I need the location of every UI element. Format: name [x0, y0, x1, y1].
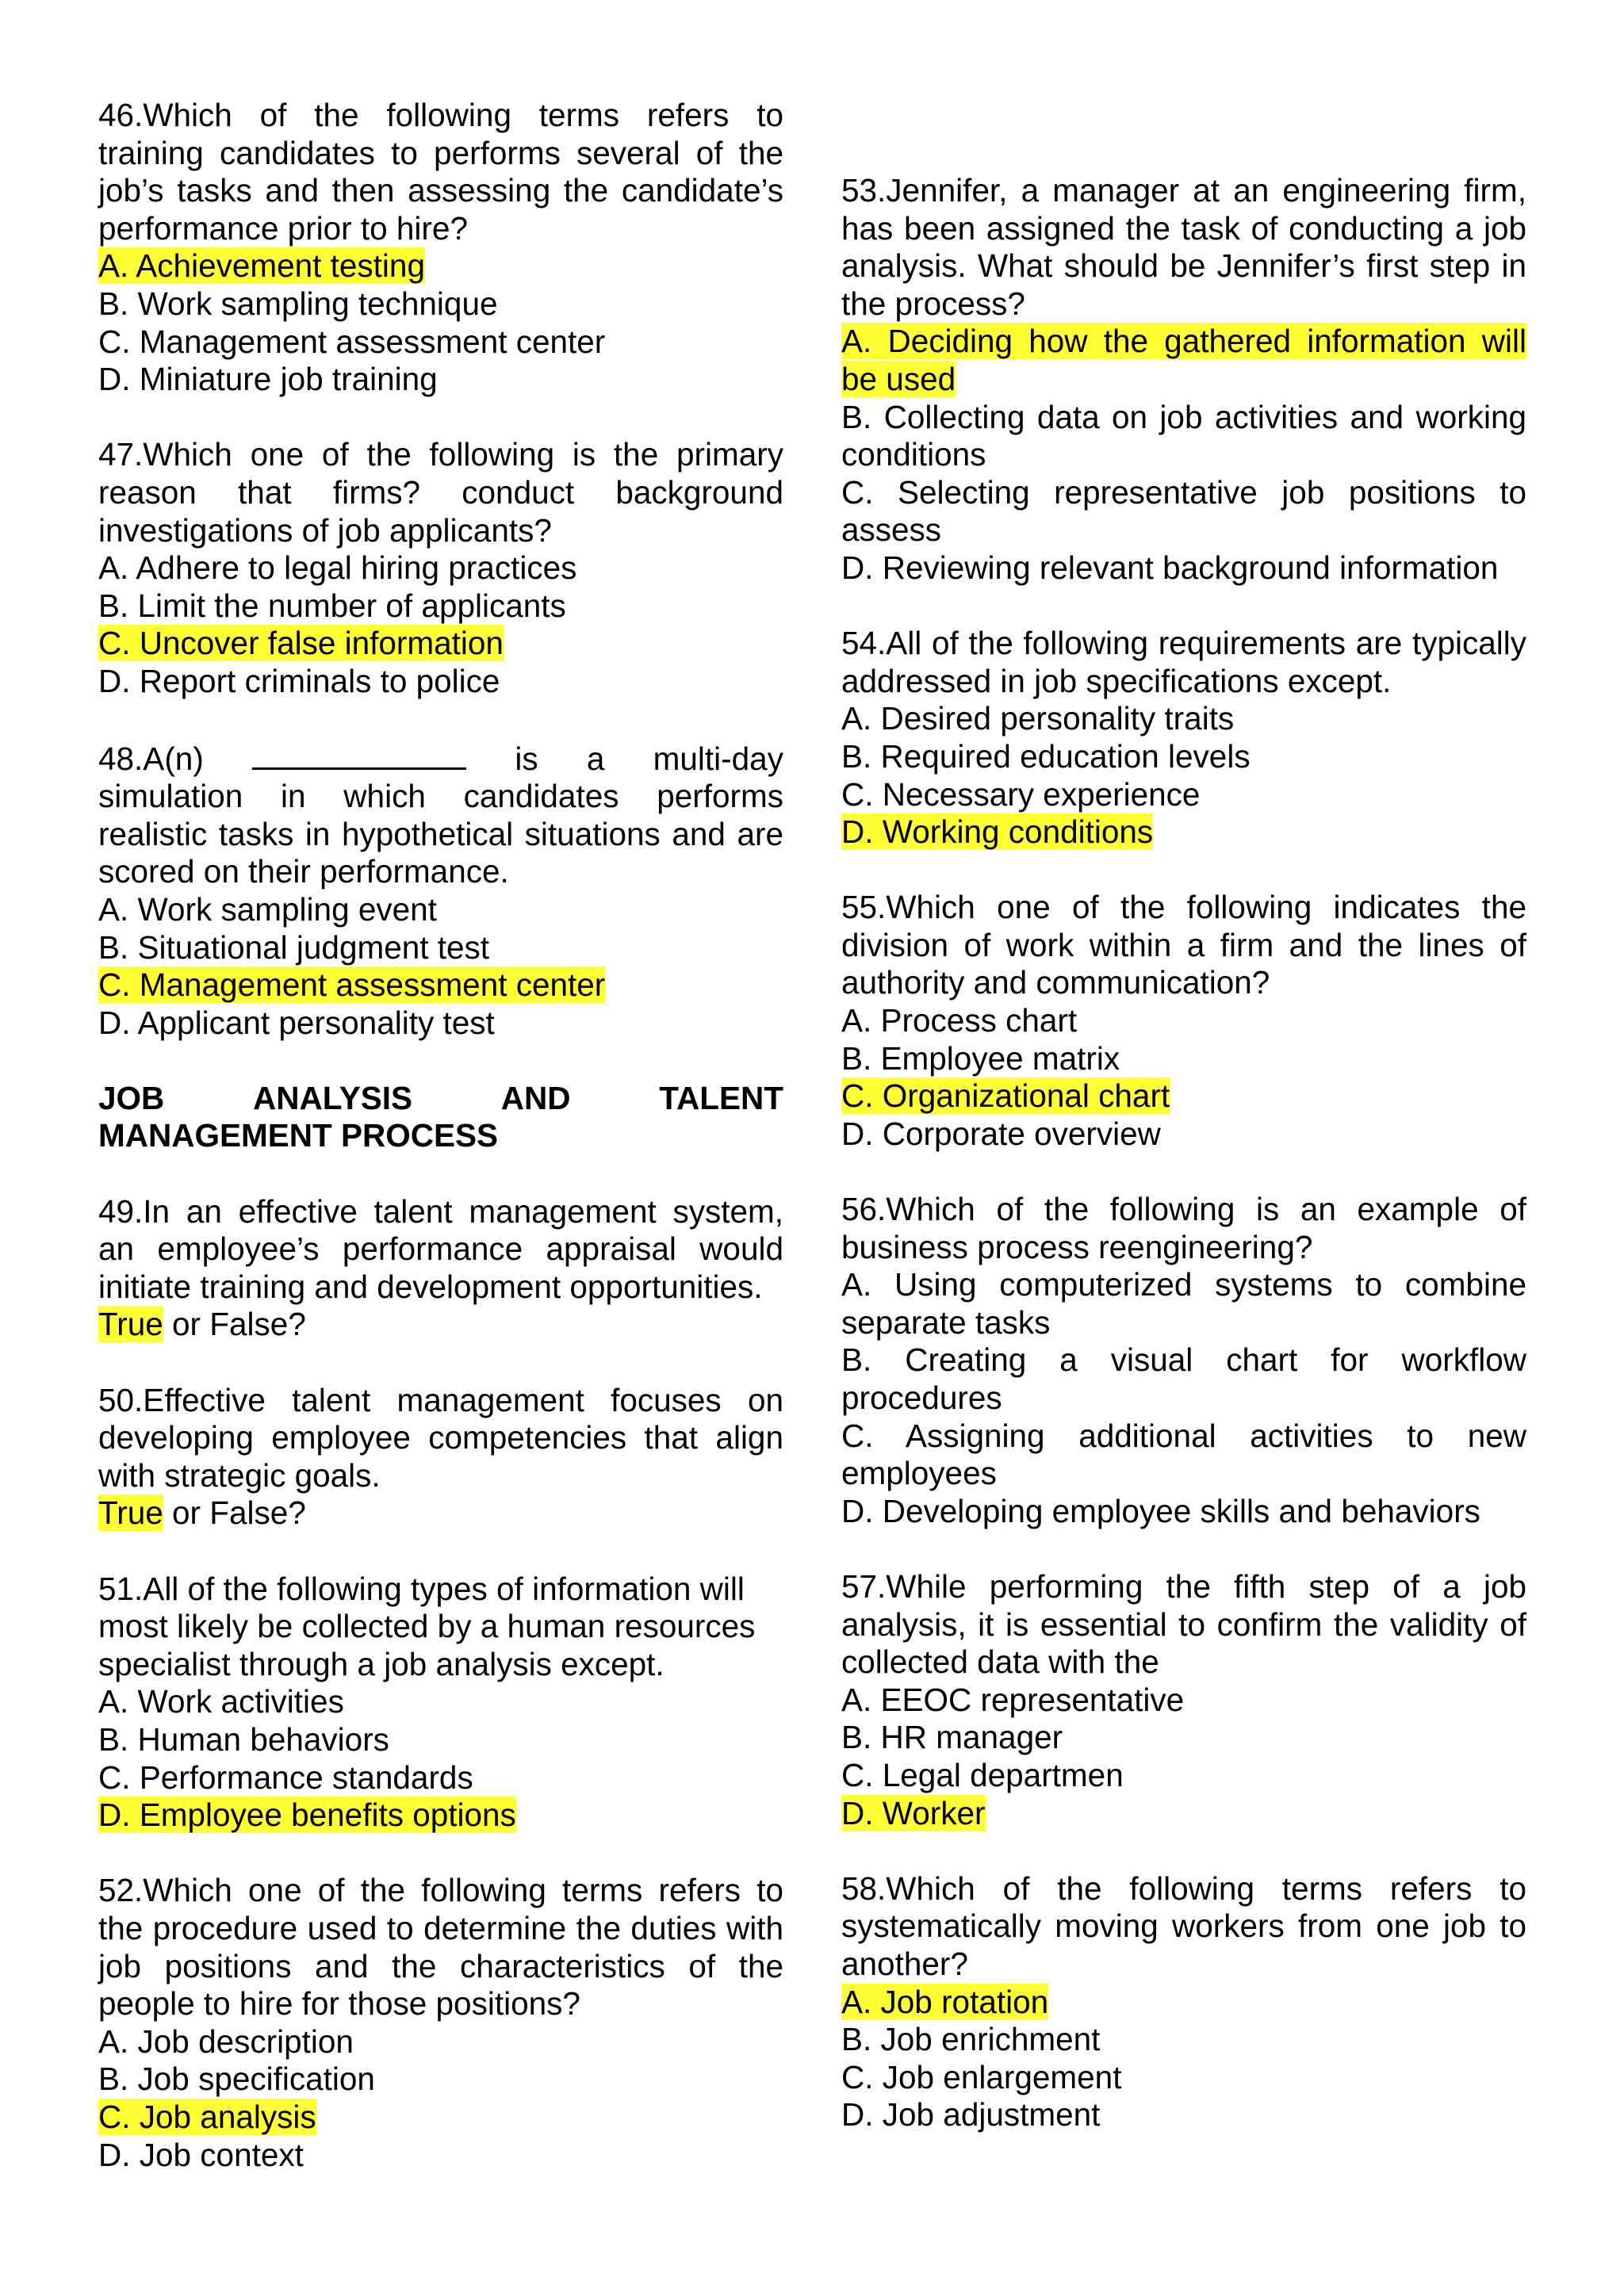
option-c [98, 625, 783, 663]
option-b: B. Job specification [98, 2061, 375, 2098]
option-d: D. Report criminals to police [98, 662, 500, 699]
option-a: A. Process chart [841, 1002, 1078, 1039]
question-51 [98, 1571, 783, 1835]
option-c: C. Management assessment center [98, 323, 606, 360]
question-56 [841, 1191, 1526, 1530]
option-a: A. Work activities [98, 1683, 344, 1720]
stem-word: is [515, 740, 538, 777]
option-c [98, 2099, 783, 2137]
question-stem: 54.All of the following requirements are typically addressed in job specifications except. [841, 625, 1526, 699]
option-a: A. Desired personality traits [841, 700, 1235, 737]
option-c: C. Necessary experience [841, 775, 1201, 813]
question-stem: 58.Which of the following terms refers to systematically moving workers from one job to another? [841, 1869, 1526, 1982]
question-stem: 47.Which one of the following is the primary reason that firms? conduct background investigations of job applicants? [98, 436, 783, 549]
option-d [841, 813, 1526, 851]
question-58 [841, 1870, 1526, 2134]
option-d: D. Developing employee skills and behaviors [841, 1492, 1480, 1529]
highlighted-answer: A. Job rotation [841, 1983, 1049, 2020]
right-column [841, 172, 1526, 2172]
option-b: B. Situational judgment test [98, 928, 490, 966]
answer-rest: or False? [163, 1306, 306, 1343]
option-b: B. Creating a visual chart for workflow procedures [841, 1341, 1526, 1416]
highlighted-answer: C. Job analysis [98, 2098, 316, 2135]
option-c: C. Assigning additional activities to new employees [841, 1417, 1526, 1492]
highlighted-answer: C. Management assessment center [98, 966, 606, 1004]
option-a [841, 323, 1526, 398]
option-d: D. Corporate overview [841, 1115, 1161, 1152]
question-57 [841, 1568, 1526, 1832]
heading-word: ANALYSIS [253, 1079, 413, 1116]
left-column [98, 97, 783, 2212]
question-stem: 55.Which one of the following indicates the division of work within a firm and the lines of authority and communication? [841, 889, 1526, 1001]
answer-rest: or False? [163, 1494, 306, 1532]
option-d: D. Job context [98, 2136, 304, 2173]
question-47 [98, 436, 783, 700]
question-stem: 51.All of the following types of information will most likely be collected by a human resources specialist through a job analysis except. [98, 1570, 756, 1682]
option-b: B. Limit the number of applicants [98, 587, 566, 624]
option-a: A. Adhere to legal hiring practices [98, 549, 577, 587]
question-stem: 50.Effective talent management focuses on developing employee competencies that align with strategic goals. [98, 1381, 783, 1494]
fill-in-blank [252, 738, 466, 769]
highlighted-answer: A. Deciding how the gathered information will be used [841, 323, 1526, 397]
section-heading [98, 1080, 783, 1155]
question-53 [841, 172, 1526, 587]
option-c: C. Performance standards [98, 1758, 473, 1796]
question-stem: 56.Which of the following is an example of business process reengineering? [841, 1191, 1526, 1265]
highlighted-answer: True [98, 1306, 163, 1343]
option-d [841, 1795, 1526, 1833]
option-d: D. Applicant personality test [98, 1004, 495, 1041]
option-b: B. Job enrichment [841, 2021, 1101, 2058]
heading-line2: MANAGEMENT PROCESS [98, 1117, 499, 1154]
question-48 [98, 738, 783, 1042]
highlighted-answer: D. Worker [841, 1794, 986, 1831]
highlighted-answer: True [98, 1494, 163, 1532]
question-stem: 57.While performing the fifth step of a job analysis, it is essential to confirm the validity of collected data with the [841, 1567, 1526, 1681]
heading-word: AND [500, 1079, 571, 1116]
option-a [841, 1984, 1526, 2022]
question-stem: 49.In an effective talent management system, an employee’s performance appraisal would initiate training and development opportunities. [98, 1192, 783, 1305]
option-b: B. Employee matrix [841, 1039, 1120, 1077]
option-d: D. Miniature job training [98, 361, 438, 398]
question-stem: simulation in which candidates performs realistic tasks in hypothetical situations and are scored on their performance. [98, 778, 783, 890]
option-a: A. Work sampling event [98, 890, 437, 928]
question-55 [841, 889, 1526, 1153]
option-d: D. Reviewing relevant background information [841, 549, 1499, 586]
option-d [98, 1797, 783, 1835]
option-c: C. Selecting representative job positions to assess [841, 473, 1526, 549]
highlighted-answer: C. Uncover false information [98, 625, 504, 662]
question-stem-line1 [98, 738, 783, 778]
option-c: C. Legal departmen [841, 1756, 1124, 1793]
option-a: A. Job description [98, 2022, 354, 2060]
highlighted-answer: D. Working conditions [841, 813, 1154, 851]
option-a: A. Using computerized systems to combine separate tasks [841, 1266, 1526, 1341]
highlighted-answer: C. Organizational chart [841, 1077, 1170, 1115]
option-b: B. Work sampling technique [98, 285, 498, 322]
question-46 [98, 97, 783, 399]
option-c [841, 1077, 1526, 1115]
option-c: C. Job enlargement [841, 2058, 1122, 2095]
option-c [98, 966, 783, 1004]
highlighted-answer: A. Achievement testing [98, 247, 425, 285]
highlighted-answer: D. Employee benefits options [98, 1797, 516, 1834]
option-b: B. Human behaviors [98, 1720, 389, 1758]
option-b: B. Required education levels [841, 737, 1251, 775]
stem-word: a [586, 740, 605, 777]
stem-prefix: 48.A(n) [98, 740, 204, 777]
heading-word: TALENT [659, 1079, 783, 1116]
option-b: B. Collecting data on job activities and working conditions [841, 398, 1526, 473]
question-stem: 52.Which one of the following terms refers to the procedure used to determine the duties with job positions and the characteristics of the people to hire for those positions? [98, 1872, 783, 2022]
true-false-answer [98, 1494, 783, 1533]
true-false-answer [98, 1306, 783, 1344]
option-b: B. HR manager [841, 1719, 1063, 1756]
question-52 [98, 1872, 783, 2174]
option-d: D. Job adjustment [841, 2096, 1101, 2133]
option-a: A. EEOC representative [841, 1681, 1185, 1718]
question-stem: 46.Which of the following terms refers to training candidates to performs several of the job’s tasks and then assessing the candidate’s performance prior to hire? [98, 97, 783, 247]
stem-word: multi-day [653, 740, 783, 777]
question-54 [841, 625, 1526, 851]
heading-word: JOB [98, 1079, 165, 1116]
question-49 [98, 1193, 783, 1344]
question-50 [98, 1382, 783, 1533]
option-a [98, 247, 783, 285]
question-stem: 53.Jennifer, a manager at an engineering firm, has been assigned the task of conducting a job analysis. What should be Jennifer’s first step in the process? [841, 172, 1526, 322]
